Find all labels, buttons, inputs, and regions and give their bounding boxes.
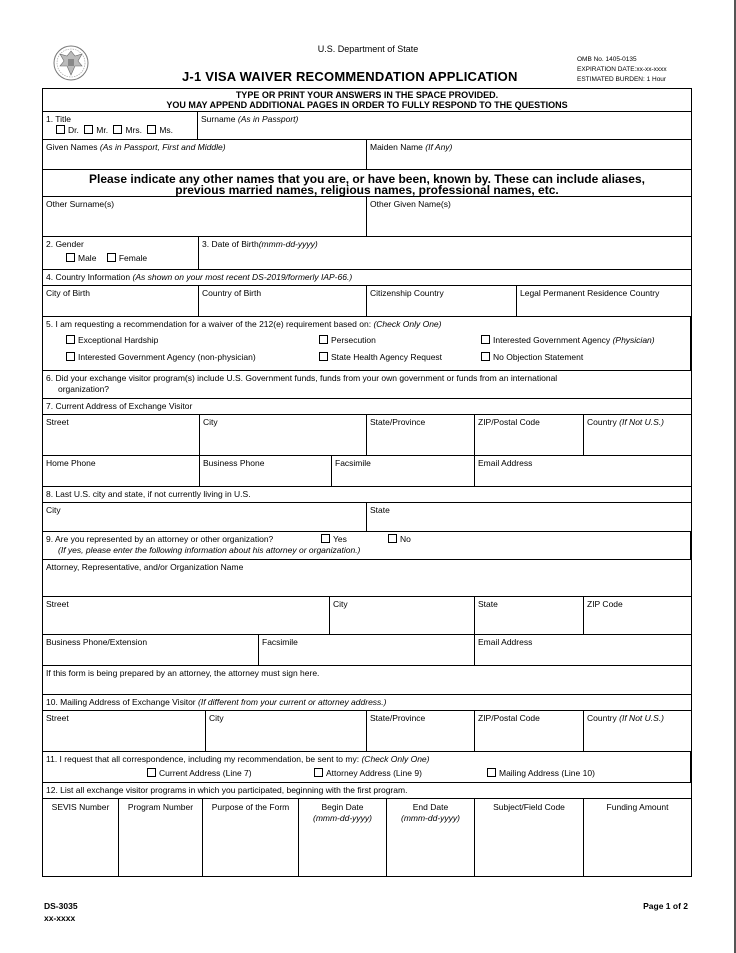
current-zip-field[interactable] [475,415,584,455]
current-email-field[interactable] [475,456,691,486]
attorney-question: 9. Are you represented by an attorney or other organization? [46,534,274,544]
mailing-address-label: 10. Mailing Address of Exchange Visitor [46,697,196,707]
instructions [43,89,691,112]
surname-note: (As in Passport) [237,114,299,124]
business-phone-label: Business Phone [203,458,265,468]
programs-col-end-label: End Date [412,802,449,812]
gender-female-checkbox[interactable] [107,253,116,262]
mailing-country-label: Country [587,713,617,723]
programs-table [43,799,691,876]
programs-col-funding[interactable] [584,799,691,876]
instructions-line-1: TYPE OR PRINT YOUR ANSWERS IN THE SPACE PROVIDED. [235,90,499,100]
attorney-note: (If yes, please enter the following information about his attorney or organization.) [58,545,361,555]
programs-col-purpose[interactable] [203,799,299,876]
attorney-signature-field[interactable] [43,666,691,694]
current-fax-label: Facsimile [335,458,371,468]
current-state-field[interactable] [367,415,475,455]
attorney-fax-label: Facsimile [262,637,298,647]
form-revision: xx-xxxx [44,913,76,923]
programs-col-purpose-label: Purpose of the Form [211,802,290,812]
title-dr-label: Dr. [68,125,79,135]
current-fax-field[interactable] [332,456,475,486]
iga-physician-label: Interested Government Agency [493,335,611,345]
lpr-country-label: Legal Permanent Residence Country [520,288,660,298]
attorney-state-field[interactable] [475,597,584,634]
country-info-header [43,270,691,285]
home-phone-label: Home Phone [46,458,96,468]
attorney-zip-label: ZIP Code [587,599,623,609]
country-of-birth-label: Country of Birth [202,288,262,298]
mailing-city-label: City [209,713,224,723]
department-name: U.S. Department of State [317,44,419,54]
title-field [43,112,198,139]
gender-field [43,237,199,269]
current-country-label: Country [587,417,617,427]
gender-female-label: Female [118,253,148,263]
instructions-line-2: YOU MAY APPEND ADDITIONAL PAGES IN ORDER TO FULLY RESPOND TO THE QUESTIONS [166,100,568,110]
omb-number: OMB No. 1405-0135 [577,56,637,63]
title-mrs-checkbox[interactable] [113,125,122,134]
persecution-checkbox[interactable] [319,335,328,344]
programs-col-program[interactable] [119,799,203,876]
estimated-burden: ESTIMATED BURDEN: 1 Hour [577,76,667,83]
title-mrs-label: Mrs. [125,125,142,135]
no-objection-checkbox[interactable] [481,352,490,361]
attorney-zip-field[interactable] [584,597,691,634]
last-us-city-field[interactable] [43,503,367,531]
gender-label: 2. Gender [46,239,84,249]
last-us-state-field[interactable] [367,503,691,531]
city-of-birth-label: City of Birth [46,288,90,298]
persecution-label: Persecution [331,335,376,345]
current-country-note: (If Not U.S.) [619,417,665,427]
attorney-email-label: Email Address [478,637,533,647]
given-names-label: Given Names [46,142,98,152]
other-surnames-label: Other Surname(s) [46,199,115,209]
title-mr-checkbox[interactable] [84,125,93,134]
mailing-zip-label: ZIP/Postal Code [478,713,540,723]
attorney-city-label: City [333,599,348,609]
current-email-label: Email Address [478,458,533,468]
mailing-street-label: Street [46,713,69,723]
title-label: 1. Title [46,114,72,124]
programs-col-program-label: Program Number [127,802,194,812]
programs-col-begin-note: (mmm-dd-yyyy) [312,813,373,823]
current-state-label: State/Province [370,417,426,427]
attorney-no-checkbox[interactable] [388,534,397,543]
maiden-name-label: Maiden Name [370,142,423,152]
funding-question-line-2: organization? [58,384,110,394]
programs-col-begin-label: Begin Date [321,802,364,812]
citizenship-country-field[interactable] [367,286,517,316]
last-us-city-field-label: City [46,505,61,515]
other-given-names-label: Other Given Name(s) [370,199,451,209]
attorney-state-label: State [478,599,498,609]
attorney-name-field[interactable] [43,560,691,596]
mailing-state-label: State/Province [370,713,426,723]
mailing-state-field[interactable] [367,711,475,751]
title-ms-label: Ms. [159,125,174,135]
attorney-fax-field[interactable] [259,635,475,665]
city-of-birth-field[interactable] [43,286,199,316]
programs-label: 12. List all exchange visitor programs in which you participated, beginning with the first program. [46,785,408,795]
home-phone-field[interactable] [43,456,200,486]
attorney-yes-label: Yes [333,534,347,544]
programs-col-subject[interactable] [475,799,584,876]
title-ms-checkbox[interactable] [147,125,156,134]
correspondence-mailing-label: Mailing Address (Line 10) [499,768,595,778]
waiver-basis-note: (Check Only One) [373,319,442,329]
programs-col-sevis[interactable] [43,799,119,876]
no-objection-label: No Objection Statement [493,352,584,362]
attorney-phone-label: Business Phone/Extension [46,637,148,647]
form-number-label: DS-3035 [44,901,78,911]
correspondence-current-label: Current Address (Line 7) [159,768,252,778]
waiver-basis-label: 5. I am requesting a recommendation for a waiver of the 212(e) requirement based on: [46,319,372,329]
mailing-zip-field[interactable] [475,711,584,751]
omb-info [577,55,667,85]
programs-col-end[interactable] [387,799,475,876]
given-names-note: (As in Passport, First and Middle) [99,142,226,152]
current-street-label: Street [46,417,69,427]
hardship-label: Exceptional Hardship [78,335,159,345]
correspondence-attorney-checkbox[interactable] [314,768,323,777]
business-phone-field[interactable] [200,456,332,486]
last-us-state-label: State [370,505,390,515]
application-form [42,88,692,877]
iga-physician-checkbox[interactable] [481,335,490,344]
surname-field[interactable] [198,112,691,139]
attorney-street-field[interactable] [43,597,330,634]
attorney-email-field[interactable] [475,635,691,665]
programs-col-sevis-label: SEVIS Number [51,802,110,812]
attorney-street-label: Street [46,599,69,609]
mailing-country-field[interactable] [584,711,691,751]
other-names-notice: Please indicate any other names that you are, or have been, known by. These can include aliases, previous married names, religious names, professional names, etc. [89,172,645,197]
title-dr-checkbox[interactable] [56,125,65,134]
country-info-note: (As shown on your most recent DS-2019/formerly IAP-66.) [132,272,353,282]
correspondence-attorney-label: Attorney Address (Line 9) [326,768,422,778]
programs-col-end-note: (mmm-dd-yyyy) [400,813,461,823]
correspondence-mailing-checkbox[interactable] [487,768,496,777]
attorney-name-label: Attorney, Representative, and/or Organization Name [46,562,244,572]
current-country-field[interactable] [584,415,691,455]
programs-col-begin[interactable] [299,799,387,876]
attorney-no-label: No [400,534,411,544]
current-city-field[interactable] [200,415,367,455]
attorney-phone-field[interactable] [43,635,259,665]
citizenship-country-label: Citizenship Country [370,288,444,298]
state-health-label: State Health Agency Request [331,352,443,362]
maiden-name-note: (If Any) [425,142,453,152]
expiration-date: EXPIRATION DATE:xx-xx-xxxx [577,66,667,73]
hardship-checkbox[interactable] [66,335,75,344]
correspondence-current-checkbox[interactable] [147,768,156,777]
programs-col-subject-label: Subject/Field Code [493,802,565,812]
mailing-street-field[interactable] [43,711,206,751]
current-zip-label: ZIP/Postal Code [478,417,540,427]
form-title: J-1 VISA WAIVER RECOMMENDATION APPLICATION [182,69,518,84]
page-number: Page 1 of 2 [643,901,688,911]
country-of-birth-field[interactable] [199,286,367,316]
other-surnames-field[interactable] [43,197,367,236]
gender-male-label: Male [78,253,97,263]
maiden-name-field[interactable] [367,140,691,169]
lpr-country-field[interactable] [517,286,691,316]
iga-non-physician-checkbox[interactable] [66,352,75,361]
state-health-checkbox[interactable] [319,352,328,361]
iga-physician-note: (Physician) [612,335,655,345]
correspondence-note: (Check Only One) [361,754,430,764]
iga-non-physician-label: Interested Government Agency (non-physician) [78,352,256,362]
attorney-yes-checkbox[interactable] [321,534,330,543]
funding-question-line-1: 6. Did your exchange visitor program(s) include U.S. Government funds, funds from your own government or funds from an international [46,373,558,383]
attorney-city-field[interactable] [330,597,475,634]
mailing-country-note: (If Not U.S.) [619,713,665,723]
dob-note: (mmm-dd-yyyy) [258,239,318,249]
attorney-signature-label: If this form is being prepared by an attorney, the attorney must sign here. [46,668,320,678]
surname-label: Surname [201,114,236,124]
programs-col-funding-label: Funding Amount [606,802,669,812]
mailing-address-note: (If different from your current or attorney address.) [198,697,387,707]
country-info-label: 4. Country Information [46,272,131,282]
current-city-label: City [203,417,218,427]
current-street-field[interactable] [43,415,200,455]
form-number [44,900,78,924]
gender-male-checkbox[interactable] [66,253,75,262]
waiver-basis-section [43,317,691,371]
mailing-city-field[interactable] [206,711,367,751]
given-names-field[interactable] [43,140,367,169]
dob-field[interactable] [199,237,691,269]
last-us-city-label: 8. Last U.S. city and state, if not currently living in U.S. [46,489,251,499]
correspondence-label: 11. I request that all correspondence, including my recommendation, be sent to my: [46,754,360,764]
dob-label: 3. Date of Birth [202,239,259,249]
funding-question [43,371,691,398]
title-mr-label: Mr. [96,125,109,135]
other-given-names-field[interactable] [367,197,691,236]
current-address-label: 7. Current Address of Exchange Visitor [46,401,193,411]
